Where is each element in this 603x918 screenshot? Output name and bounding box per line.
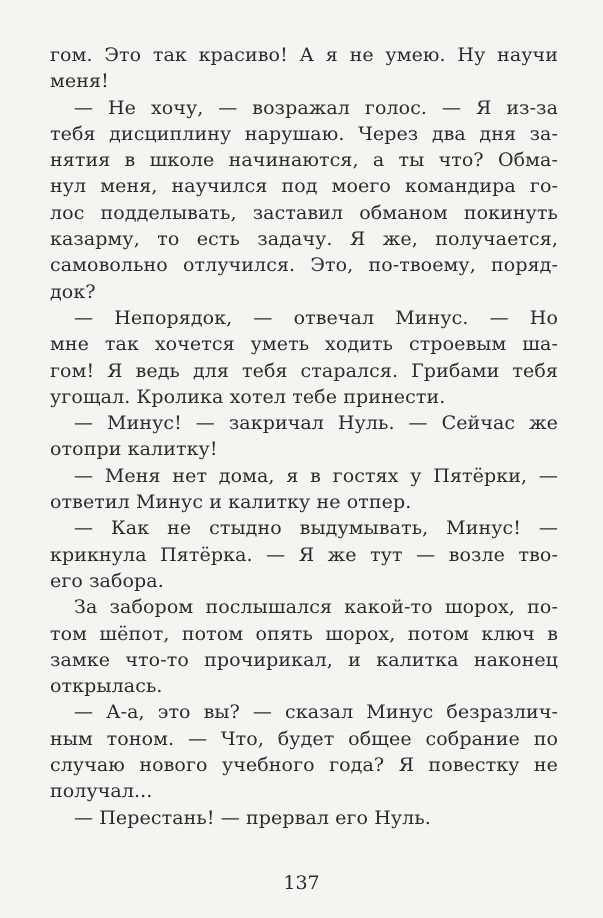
text-line: случаю нового учебного года? Я повестку не xyxy=(50,754,558,777)
text-line: — Перестань! — прервал его Нуль. xyxy=(74,806,431,829)
text-line: док? xyxy=(50,280,96,303)
text-line: самовольно отлучился. Это, по-твоему, поряд- xyxy=(50,254,558,277)
text-line: тебя дисциплину нарушаю. Через два дня за- xyxy=(50,122,558,145)
text-line: мне так хочется уметь ходить строевым ша- xyxy=(50,333,558,356)
text-line: нятия в школе начинаются, а ты что? Обма- xyxy=(50,149,558,172)
text-line: ответил Минус и калитку не отпер. xyxy=(50,491,412,514)
text-line: — Непорядок, — отвечал Минус. — Но xyxy=(74,306,558,329)
text-line: гом! Я ведь для тебя старался. Грибами тебя xyxy=(50,359,558,382)
text-line: крикнула Пятёрка. — Я же тут — возле тво- xyxy=(50,543,558,566)
text-line: отопри калитку! xyxy=(50,438,218,461)
text-line: его забора. xyxy=(50,569,164,592)
body-text xyxy=(50,42,558,831)
text-line: замке что-то прочирикал, и калитка наконец xyxy=(50,648,558,671)
page-number: 137 xyxy=(283,872,320,894)
text-line: — Как не стыдно выдумывать, Минус! — xyxy=(74,517,558,540)
text-line: том шёпот, потом опять шорох, потом ключ в xyxy=(50,622,558,645)
text-line: открылась. xyxy=(50,675,163,698)
text-line: За забором послышался какой-то шорох, по- xyxy=(74,596,558,619)
text-line: — Не хочу, — возражал голос. — Я из-за xyxy=(74,96,558,119)
text-line: нул меня, научился под моего командира го- xyxy=(50,175,558,198)
text-line: угощал. Кролика хотел тебе принести. xyxy=(50,385,446,408)
text-line: казарму, то есть задачу. Я же, получается, xyxy=(50,228,558,251)
text-line: меня! xyxy=(50,70,109,93)
text-line: — А-а, это вы? — сказал Минус безразлич- xyxy=(74,701,558,724)
text-line: — Меня нет дома, я в гостях у Пятёрки, — xyxy=(74,464,558,487)
text-line: получал... xyxy=(50,780,153,803)
text-line: гом. Это так красиво! А я не умею. Ну научи xyxy=(50,44,558,66)
text-line: — Минус! — закричал Нуль. — Сейчас же xyxy=(74,412,558,435)
text-line: лос подделывать, заставил обманом покинуть xyxy=(50,201,558,224)
text-line: ным тоном. — Что, будет общее собрание по xyxy=(50,727,558,750)
